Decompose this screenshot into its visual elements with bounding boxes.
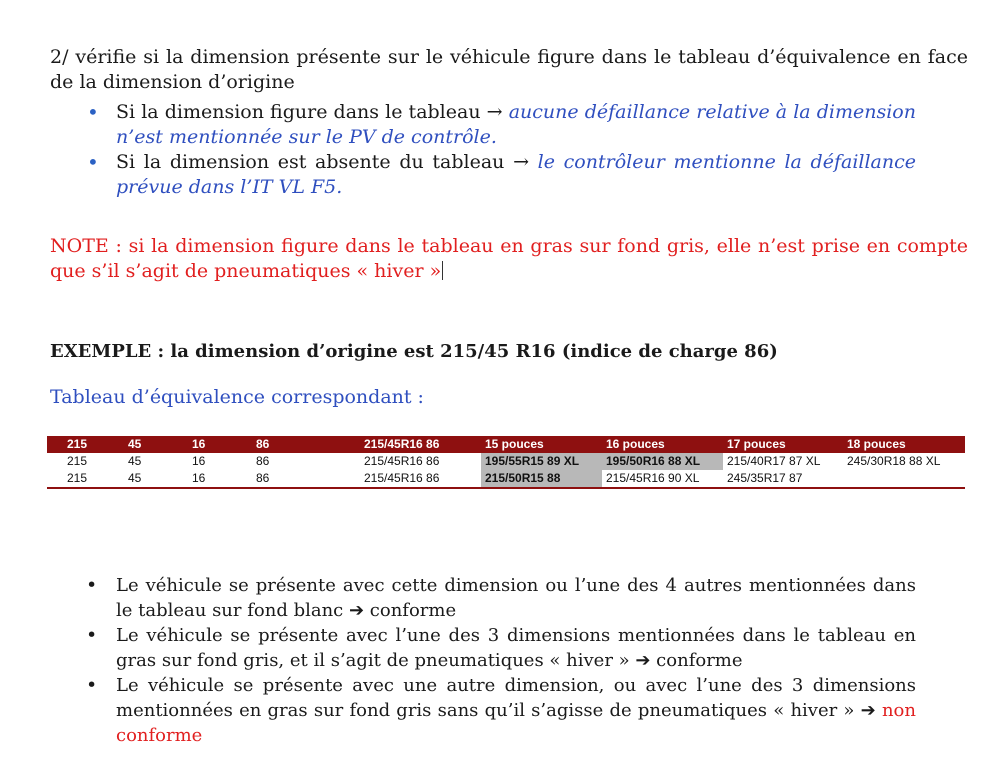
conformity-text: Le véhicule se présente avec une autre dimension, ou avec l’une des 3 dimensions mentionnées en gras sur fond gris sans qu’il s’agisse de pneumatiques « hiver » ➔ (116, 675, 916, 721)
table-cell-highlighted: 195/50R16 88 XL (602, 453, 723, 470)
header-cell: 215 (47, 436, 108, 453)
header-cell: 45 (108, 436, 172, 453)
header-cell: 15 pouces (481, 436, 602, 453)
table-cell: 245/30R18 88 XL (847, 454, 941, 468)
table-cell: 86 (236, 470, 344, 488)
table-cell: 45 (108, 470, 172, 488)
table-cell: 215 (47, 470, 108, 488)
table-cell: 215/45R16 86 (364, 454, 440, 468)
dimension-check-list (50, 100, 916, 200)
outcome-text: le contrôleur mentionne la défaillance prévue dans l’IT VL F5. (116, 151, 917, 198)
condition-text: Si la dimension figure dans le tableau → (116, 101, 503, 123)
table-cell-highlighted: 215/50R15 88 (481, 470, 602, 488)
intro-paragraph: 2/ vérifie si la dimension présente sur le véhicule figure dans le tableau d’équivalence en face de la dimension d’origine (50, 46, 968, 93)
table-cell: 215/40R17 87 XL (727, 454, 821, 468)
text-cursor (442, 261, 443, 280)
list-item (50, 673, 916, 748)
table-cell (843, 470, 965, 488)
table-header-row (47, 436, 965, 453)
table-row (47, 470, 965, 488)
equivalence-table (47, 436, 965, 489)
note-paragraph[interactable] (50, 234, 968, 284)
table-cell-highlighted: 195/55R15 89 XL (481, 453, 602, 470)
table-cell: 16 (172, 470, 236, 488)
note-text: NOTE : si la dimension figure dans le tableau en gras sur fond gris, elle n’est prise en compte que s’il s’agit de pneumatiques « hiver » (50, 235, 968, 282)
list-item (50, 573, 916, 623)
table-cell: 215 (67, 454, 88, 468)
list-item (50, 150, 916, 200)
header-cell: 16 (172, 436, 236, 453)
header-cell: 17 pouces (723, 436, 843, 453)
non-conforme-label: non conforme (116, 700, 916, 746)
conformity-text: Le véhicule se présente avec cette dimension ou l’une des 4 autres mentionnées dans le tableau sur fond blanc ➔ conforme (116, 575, 916, 621)
table-cell: 45 (128, 454, 142, 468)
table-row (47, 453, 965, 470)
list-item (50, 623, 916, 673)
header-cell: 215/45R16 86 (344, 436, 481, 453)
conformity-list (50, 573, 916, 748)
list-item (50, 100, 916, 150)
header-cell: 18 pouces (843, 436, 965, 453)
header-cell: 86 (236, 436, 344, 453)
table-cell: 16 (192, 454, 206, 468)
table-cell: 245/35R17 87 (723, 470, 843, 488)
example-heading: EXEMPLE : la dimension d’origine est 215/45 R16 (indice de charge 86) (50, 341, 778, 362)
table-cell: 215/45R16 86 (344, 470, 481, 488)
condition-text: Si la dimension est absente du tableau → (116, 151, 529, 173)
table-title: Tableau d’équivalence correspondant : (50, 386, 424, 408)
table-cell: 86 (256, 454, 270, 468)
table-cell: 215/45R16 90 XL (602, 470, 723, 488)
conformity-text: Le véhicule se présente avec l’une des 3 dimensions mentionnées dans le tableau en gras sur fond gris, et il s’agit de pneumatiques « hiver » ➔ conforme (116, 625, 916, 671)
outcome-text: aucune défaillance relative à la dimension n’est mentionnée sur le PV de contrôle. (116, 101, 916, 148)
header-cell: 16 pouces (602, 436, 723, 453)
